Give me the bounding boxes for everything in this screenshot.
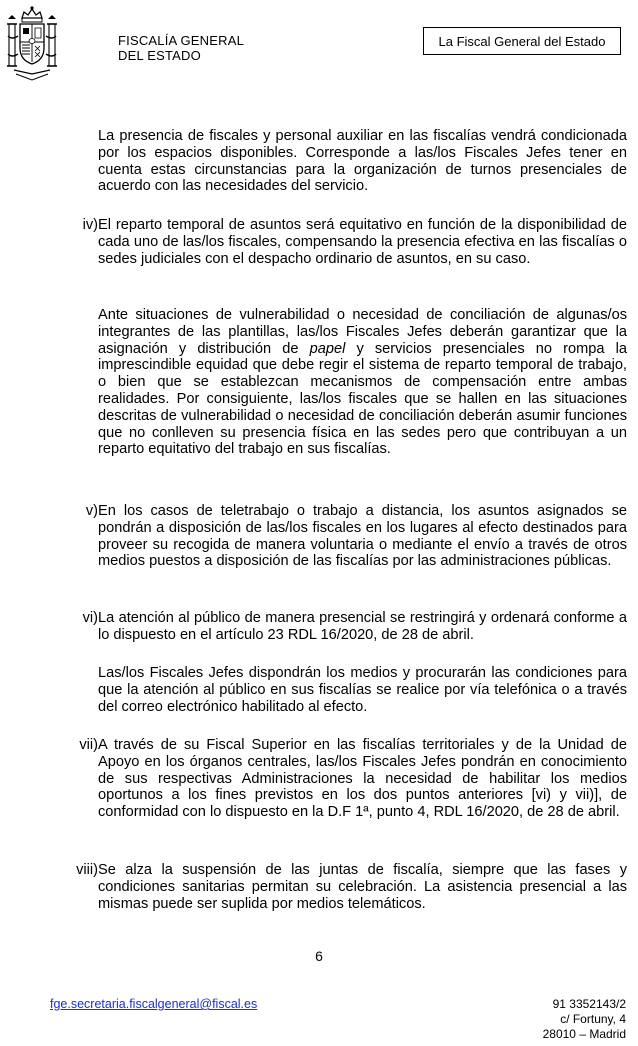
text-segment: Ante situaciones de vulnerabilidad o necesidad de conciliación de algunas/os integrantes de las plantillas, las/los Fiscales Jefes deberán garantizar que la asignación y distribución de: [98, 307, 627, 357]
paragraph-text: El reparto temporal de asuntos será equitativo en función de la disponibilidad de cada uno de las/los fiscales, compensando la presencia efectiva en las fiscalías o sedes judiciales con el despacho ordinario de asuntos, en su caso.: [98, 217, 627, 267]
footer-phone: 91 3352143/2: [552, 997, 626, 1011]
paragraph-text: La atención al público de manera presencial se restringirá y ordenará conforme a lo dispuesto en el artículo 23 RDL 16/2020, de 28 de abril.: [98, 610, 627, 643]
footer-address: [543, 997, 626, 1042]
organization-name: [118, 33, 244, 63]
emphasis-text: papel: [309, 340, 346, 357]
office-tag: La Fiscal General del Estado: [423, 27, 621, 55]
page-number: 6: [315, 948, 323, 964]
list-marker: vi): [82, 610, 98, 626]
list-marker: v): [85, 503, 98, 519]
footer-email-link[interactable]: fge.secretaria.fiscalgeneral@fiscal.es: [50, 997, 258, 1011]
footer-city: 28010 – Madrid: [542, 1027, 626, 1041]
paragraph-text: [98, 307, 627, 458]
list-marker: viii): [76, 862, 98, 878]
paragraph-text: En los casos de teletrabajo o trabajo a distancia, los asuntos asignados se pondrán a disposición de las/los fiscales en los lugares al efecto destinados para proveer su recogida de manera voluntaria o mediante el envío a través de otros medios puestos a disposición de las fiscalías por las administraciones públicas.: [98, 503, 627, 570]
list-marker: vii): [79, 737, 98, 753]
footer-street: c/ Fortuny, 4: [560, 1012, 626, 1026]
paragraph-text: Se alza la suspensión de las juntas de fiscalía, siempre que las fases y condiciones sanitarias permitan su celebración. La asistencia presencial a las mismas puede ser suplida por medios telemáticos.: [98, 862, 627, 912]
list-marker: iv): [82, 217, 98, 233]
paragraph-text: A través de su Fiscal Superior en las fiscalías territoriales y de la Unidad de Apoyo en los órganos centrales, las/los Fiscales Jefes pondrán en conocimiento de sus respectivas Administraciones la necesidad de habilitar los medios oportunos a los fines previstos en los dos puntos anteriores [vi) y vii)], de conformidad con lo dispuesto en la D.F 1ª, punto 4, RDL 16/2020, de 28 de abril.: [98, 737, 627, 821]
paragraph-text: La presencia de fiscales y personal auxiliar en las fiscalías vendrá condicionada por los espacios disponibles. Corresponde a las/los Fiscales Jefes tener en cuenta estas circunstancias para la organización de turnos presenciales de acuerdo con las necesidades del servicio.: [98, 128, 627, 195]
org-line-2: DEL ESTADO: [118, 48, 201, 63]
paragraph-text: Las/los Fiscales Jefes dispondrán los medios y procurarán las condiciones para que la atención al público en sus fiscalías se realice por vía telefónica o a través del correo electrónico habilitado al efecto.: [98, 665, 627, 715]
org-line-1: FISCALÍA GENERAL: [118, 33, 245, 48]
text-segment: y servicios presenciales no rompa la imprescindible equidad que debe regir el sistema de reparto temporal de trabajo, o bien que se establezcan mecanismos de compensación entre ambas realidades. Por consiguiente, las/los fiscales que se hallen en las situaciones descritas de vulnerabilidad o necesidad de conciliación deberán asumir funciones que no conlleven su presencia física en las sedes pero que contribuyan a un reparto equitativo del trabajo en sus fiscalías.: [98, 340, 628, 458]
coat-of-arms-icon: [6, 4, 58, 82]
